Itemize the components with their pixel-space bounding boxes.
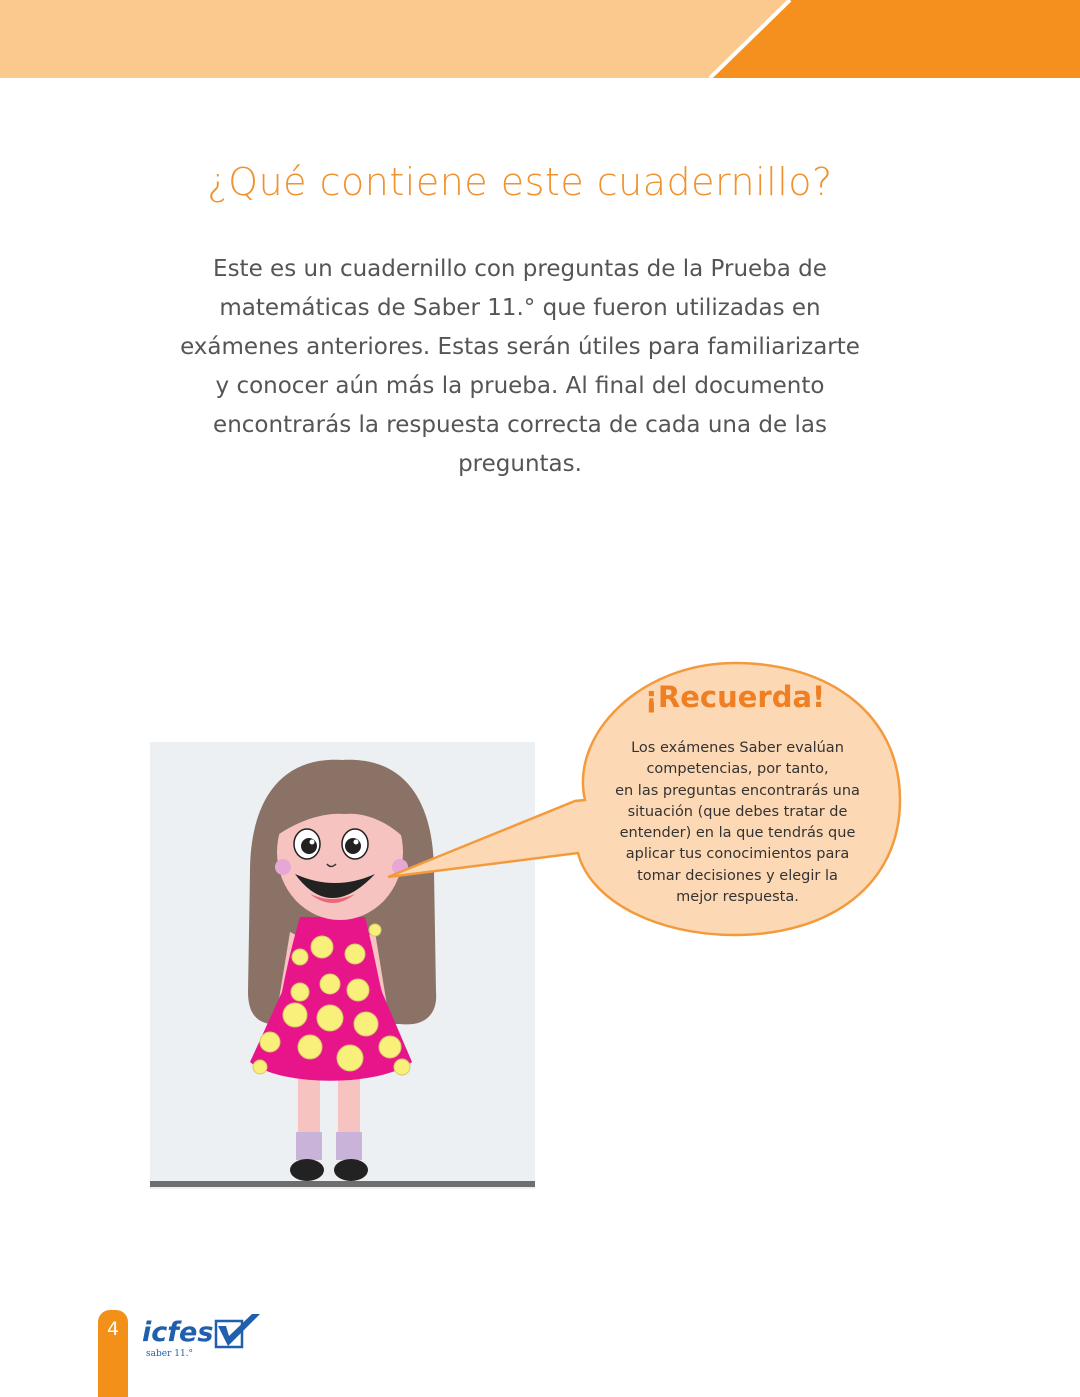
callout-line: aplicar tus conocimientos para bbox=[625, 846, 850, 863]
intro-paragraph bbox=[170, 250, 870, 484]
intro-line: encontrarás la respuesta correcta de cada una de las bbox=[213, 412, 827, 438]
intro-line: y conocer aún más la prueba. Al final del documento bbox=[215, 373, 825, 399]
callout-line: Los exámenes Saber evalúan bbox=[631, 740, 844, 756]
icfes-logo bbox=[140, 1312, 265, 1362]
callout-line: tomar decisiones y elegir la bbox=[637, 867, 838, 884]
callout-text bbox=[605, 738, 870, 908]
callout-line: situación (que debes tratar de bbox=[627, 803, 848, 820]
intro-line: preguntas. bbox=[458, 451, 582, 477]
page-number: 4 bbox=[106, 1318, 120, 1340]
header-band bbox=[0, 0, 1080, 78]
intro-line: matemáticas de Saber 11.° que fueron utilizadas en bbox=[219, 295, 821, 321]
callout-line: competencias, por tanto, bbox=[646, 761, 829, 778]
callout-line: entender) en la que tendrás que bbox=[619, 825, 856, 842]
callout-line: mejor respuesta. bbox=[676, 889, 799, 906]
svg-text:saber 11.°: saber 11.° bbox=[146, 1349, 194, 1359]
intro-line: exámenes anteriores. Estas serán útiles para familiarizarte bbox=[180, 334, 860, 360]
page-title: ¿Qué contiene este cuadernillo? bbox=[207, 160, 833, 204]
callout-line: en las preguntas encontrarás una bbox=[615, 782, 860, 799]
callout-title: ¡Recuerda! bbox=[644, 680, 826, 714]
intro-line: Este es un cuadernillo con preguntas de la Prueba de bbox=[213, 256, 827, 282]
svg-text:icfes: icfes bbox=[142, 1317, 214, 1348]
